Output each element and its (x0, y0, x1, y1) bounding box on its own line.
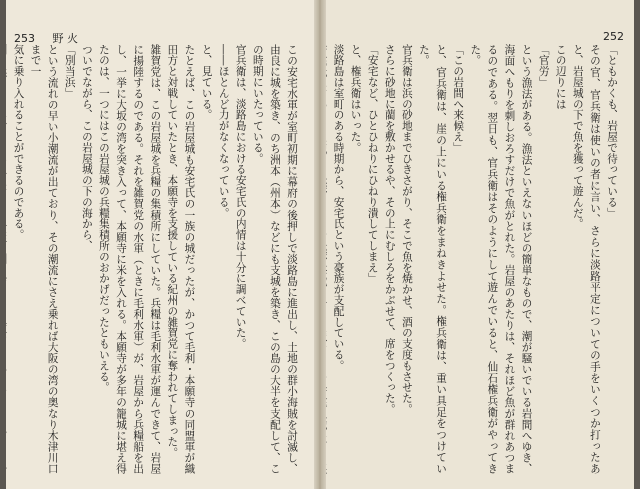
paragraph: 「安宅など、ひとひねりにひねり潰してしまえ」 (366, 44, 379, 284)
paragraph: 「この岩間へ来候え」 (452, 44, 465, 153)
page-number: 253 (14, 32, 35, 45)
paragraph: と、官兵衛は、崖の上にいる権兵衛をまねきよせた。権兵衛は、重い具足をつけていた。 (417, 44, 448, 474)
text-line: 気に乗り入れることができるのである。 (12, 44, 25, 241)
running-head: 野 火 (52, 32, 78, 45)
right-page-header (603, 30, 624, 43)
book-gutter (314, 0, 326, 489)
paragraph: 雑賀党は、この岩屋城を兵糧の集積所にしていた。兵糧は毛利水軍が運んできて、岩屋に揚陸するのである。それを雑賀党の水軍（ときに毛利水軍）が、岩屋から兵糧船を出し、一挙に大坂の湾を突き入って、本願寺に米を入れる。本願寺が多年の籠城に堪え得たのは、一つにはこの岩屋城の兵糧集積所のおかげだったともいえる。 (97, 44, 162, 474)
lead-paragraph: この安宅水軍が室町初期に幕府の後押しで淡路島に進出し、土地の群小海賊を討滅し、由良に城を築き、のち洲本（州本）などにも支城を築き、この島の大半を支配して、この時期にいたっている。 (251, 44, 298, 474)
paragraph: と、権兵衛はいった。 (349, 44, 362, 153)
paragraph: ――ほとんど力がなくなっている。 (217, 44, 230, 219)
right-page (326, 0, 634, 489)
text-line: という流れの早い小潮流が出ており、その潮流にさえ乗れば大阪の湾の奥なり木津川口まで一 (29, 44, 59, 474)
paragraph (326, 44, 329, 474)
left-page-text (12, 44, 300, 474)
text-line: 「別当浜」 (63, 44, 76, 99)
paragraph: 「ともかくも、岩屋で待っている」 (606, 44, 618, 219)
paragraph: さらに砂地に藺を敷かせるや、その上にむしろをかぶせて、席をつくった。 (383, 44, 396, 415)
paragraph: という漁法がある。漁法といえないほどの簡単なもので、潮が騒いでいる岩間へゆき、海面へもりを刺しおろすだけで魚がとれた。岩屋のあたりは、それほど魚が群れあつまるのである。翌日も、官兵衛はそのようにして遊んでいると、仙石権兵衛がやってきた。 (469, 44, 533, 474)
paragraph: 官兵衛は浜の砂地までひきさがり、そこで魚を焼かせ、酒の支度もさせた。 (400, 44, 413, 415)
paragraph: たとえば、この岩屋城も安宅氏の一族の城だったが、かつて毛利・本願寺の同盟軍が織田方と対戦していたとき、本願寺を支援している紀州の雑賀党に奪われてしまった。 (166, 44, 196, 474)
book-edge-right (634, 0, 640, 489)
paragraph: この辺りには (554, 44, 567, 110)
right-page-text (330, 44, 620, 474)
paragraph: と、見ている。 (200, 44, 213, 121)
left-page (6, 0, 314, 489)
page-number: 252 (603, 30, 624, 43)
paragraph: 官兵衛は、淡路島における安宅氏の内情は十分に調べていた。 (234, 44, 247, 350)
text-line (6, 44, 9, 474)
paragraph: ついでながら、この岩屋城の下の海から、 (80, 44, 93, 252)
paragraph: その官、官兵衛は使いの者に言い、さらに淡路平定についての手をいくつか打ったあと、岩屋城の下で魚を獲って遊んだ。 (571, 44, 601, 474)
paragraph: 淡路島は室町のある時期から、安宅氏という豪族が支配している。 (332, 44, 345, 371)
paragraph: 「官労」 (537, 44, 550, 88)
